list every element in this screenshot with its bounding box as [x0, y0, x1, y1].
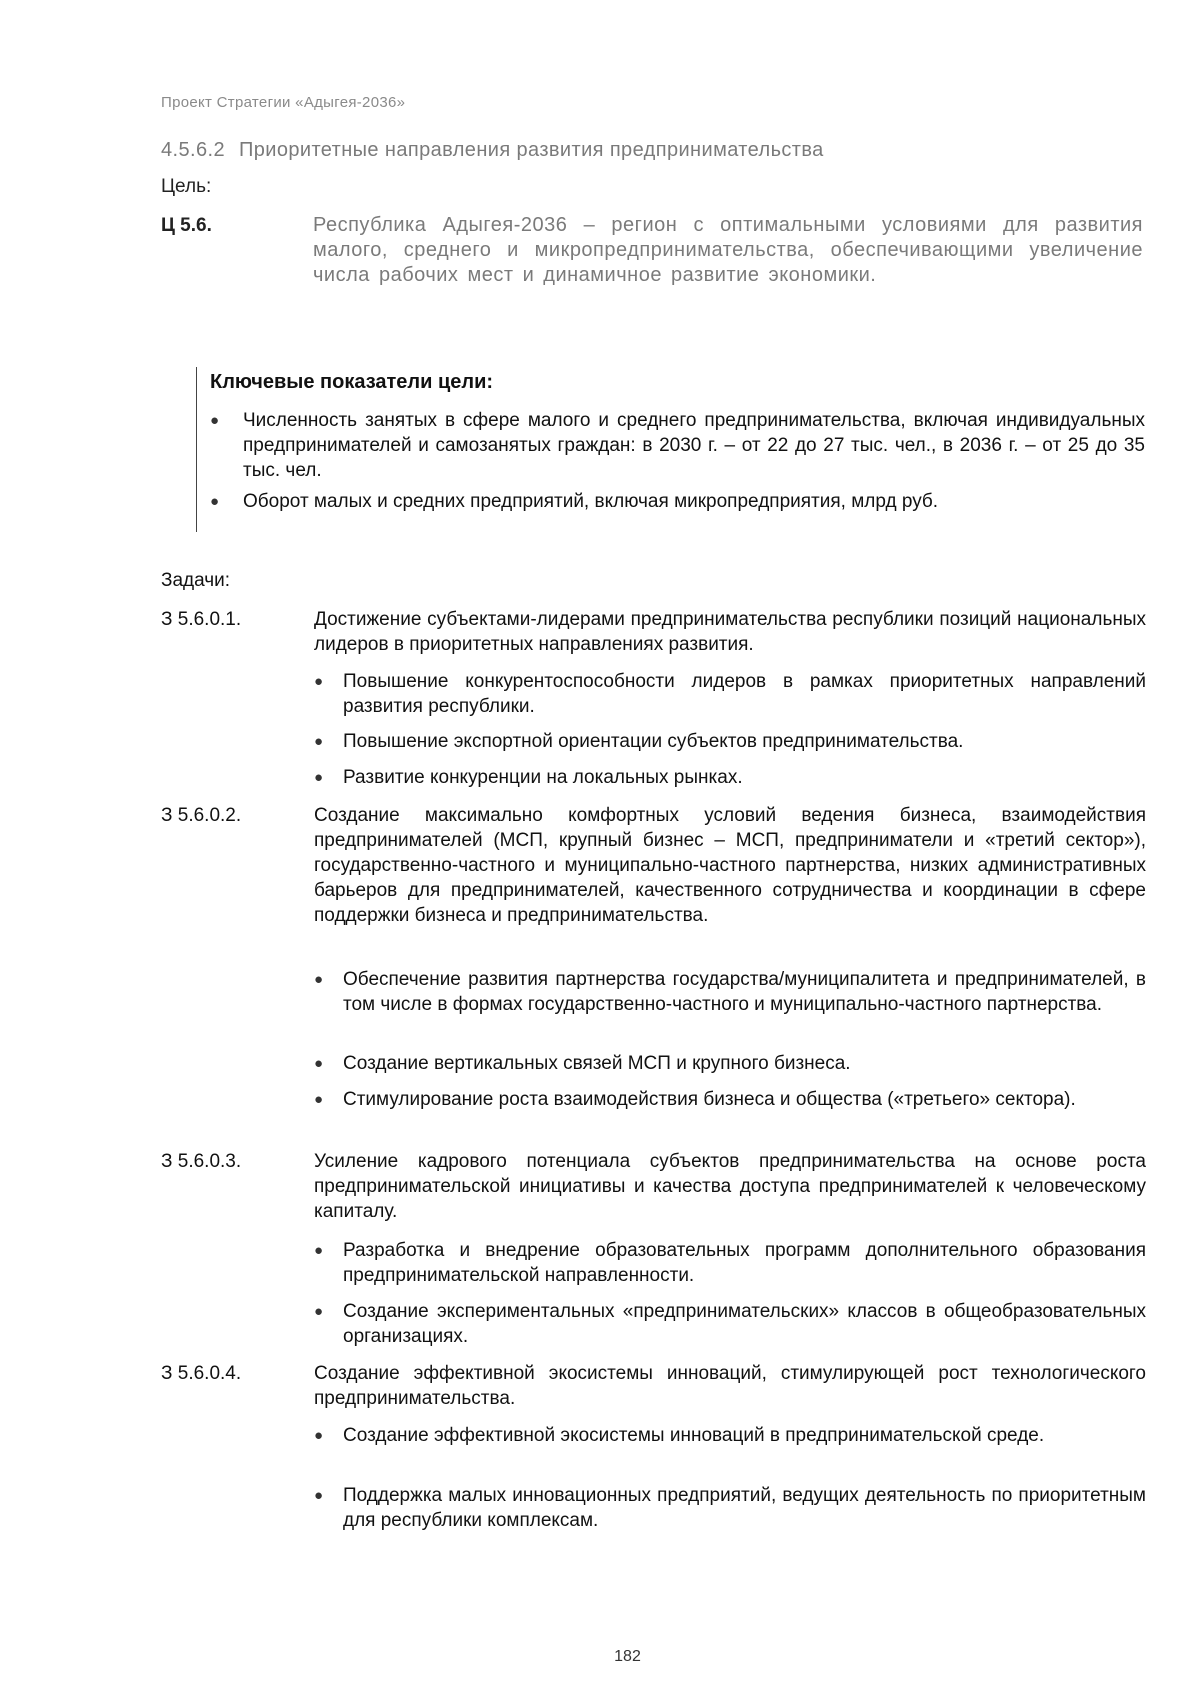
tasks-label: Задачи:: [161, 570, 231, 591]
task-subitem: [314, 1238, 1146, 1288]
task-subitem-text: Повышение конкурентоспособности лидеров в рамках приоритетных направлений развития республики.: [343, 671, 1146, 717]
goal-code: Ц 5.6.: [161, 215, 212, 236]
task-subitem: [314, 1423, 1146, 1448]
bullet-icon: ●: [314, 1091, 324, 1108]
task-subitem-text: Создание экспериментальных «предпринимательских» классов в общеобразовательных организациях.: [343, 1301, 1146, 1347]
bullet-icon: ●: [314, 1242, 324, 1259]
task-subitem-text: Развитие конкуренции на локальных рынках.: [343, 767, 743, 788]
running-header: Проект Стратегии «Адыгея-2036»: [161, 94, 406, 111]
task-subitem: [314, 669, 1146, 719]
task-subitem: [314, 1299, 1146, 1349]
bullet-icon: ●: [314, 1487, 324, 1504]
kpi-item: [210, 408, 1145, 483]
goal-label: Цель:: [161, 176, 212, 197]
task-text: Усиление кадрового потенциала субъектов предпринимательства на основе роста предпринимательской инициативы и качества доступа предпринимателей к человеческому капиталу.: [314, 1151, 1146, 1222]
task-subitem-text: Создание вертикальных связей МСП и крупного бизнеса.: [343, 1053, 851, 1074]
section-number: 4.5.6.2: [161, 139, 225, 161]
task-subitem: [314, 1087, 1146, 1112]
page-number: 182: [614, 1648, 641, 1665]
task-subitem-text: Разработка и внедрение образовательных программ дополнительного образования предпринимательской направленности.: [343, 1240, 1146, 1286]
task-subitem: [314, 1483, 1146, 1533]
kpi-item-text: Оборот малых и средних предприятий, включая микропредприятия, млрд руб.: [243, 491, 939, 512]
task-subitem-text: Обеспечение развития партнерства государства/муниципалитета и предпринимателей, в том числе в формах государственно-частного и муниципально-частного партнерства.: [343, 969, 1146, 1015]
task-subitem-text: Повышение экспортной ориентации субъектов предпринимательства.: [343, 731, 964, 752]
task-subitem-text: Создание эффективной экосистемы инноваций в предпринимательской среде.: [343, 1425, 1045, 1446]
bullet-icon: ●: [210, 412, 220, 429]
kpi-item: [210, 489, 1145, 514]
task-subitem: [314, 967, 1146, 1017]
section-heading: [161, 139, 824, 162]
kpi-title: Ключевые показатели цели:: [210, 371, 494, 393]
task-code: З 5.6.0.1.: [161, 609, 242, 630]
task-text: Создание эффективной экосистемы инноваций, стимулирующей рост технологического предпринимательства.: [314, 1363, 1146, 1409]
bullet-icon: ●: [314, 769, 324, 786]
bullet-icon: ●: [314, 673, 324, 690]
task-item: [161, 1149, 1146, 1224]
kpi-box: [196, 367, 1147, 532]
task-subitem-text: Поддержка малых инновационных предприятий, ведущих деятельность по приоритетным для республики комплексам.: [343, 1485, 1146, 1531]
task-text: Достижение субъектами-лидерами предпринимательства республики позиций национальных лидеров в приоритетных направлениях развития.: [314, 609, 1146, 655]
bullet-icon: ●: [314, 971, 324, 988]
task-item: [161, 1361, 1146, 1411]
kpi-item-text: Численность занятых в сфере малого и среднего предпринимательства, включая индивидуальных предпринимателей и самозанятых граждан: в 2030 г. – от 22 до 27 тыс. чел., в 2036 г. – от 25 до 35 тыс. чел.: [243, 410, 1145, 481]
task-subitem: [314, 1051, 1146, 1076]
task-subitem-text: Стимулирование роста взаимодействия бизнеса и общества («третьего» сектора).: [343, 1089, 1076, 1110]
task-subitem: [314, 729, 1146, 754]
task-text: Создание максимально комфортных условий ведения бизнеса, взаимодействия предпринимателей (МСП, крупный бизнес – МСП, предприниматели и «третий сектор»), государственно-частного и муниципально-частного партнерства, низких административных барьеров для предпринимателей, качественного сотрудничества и координации в сфере поддержки бизнеса и предпринимательства.: [314, 805, 1146, 926]
bullet-icon: ●: [314, 1303, 324, 1320]
task-item: [161, 607, 1146, 657]
goal-text: Республика Адыгея-2036 – регион с оптимальными условиями для развития малого, среднего и микропредпринимательства, обеспечивающими увеличение числа рабочих мест и динамичное развитие экономики.: [313, 214, 1143, 286]
bullet-icon: ●: [314, 733, 324, 750]
bullet-icon: ●: [314, 1427, 324, 1444]
task-code: З 5.6.0.2.: [161, 805, 242, 826]
bullet-icon: ●: [314, 1055, 324, 1072]
section-title: Приоритетные направления развития предпринимательства: [238, 139, 824, 161]
task-item: [161, 803, 1146, 928]
bullet-icon: ●: [210, 493, 220, 510]
task-code: З 5.6.0.3.: [161, 1151, 242, 1172]
task-code: З 5.6.0.4.: [161, 1363, 242, 1384]
task-subitem: [314, 765, 1146, 790]
